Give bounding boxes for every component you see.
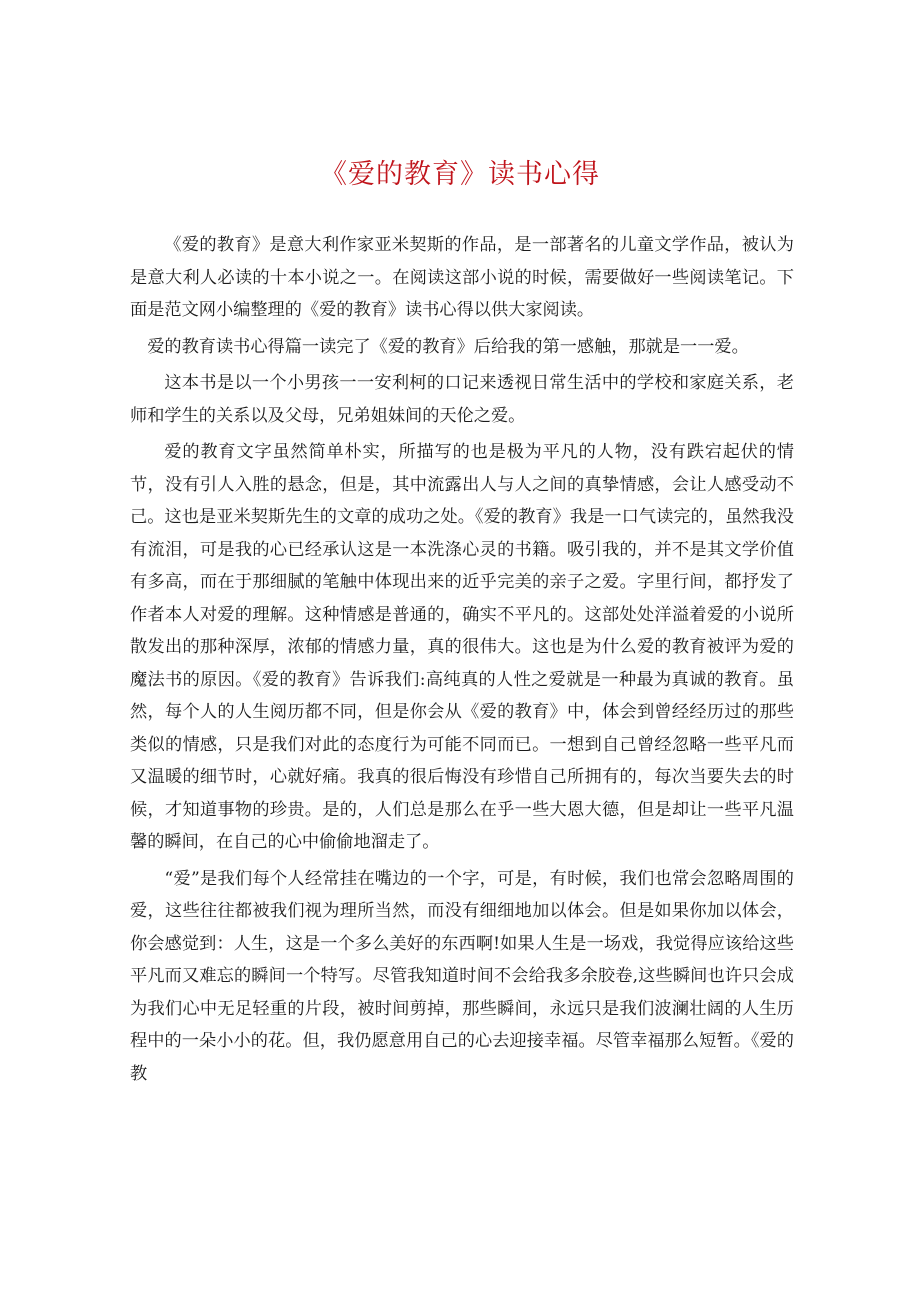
document-body	[130, 229, 794, 1090]
document-title: 《爱的教育》读书心得	[320, 159, 600, 190]
paragraph-love: “爱”是我们每个人经常挂在嘴边的一个字，可是，有时候，我们也常会忽略周围的爱，这些往往都被我们视为理所当然，而没有细细地加以体会。但是如果你加以体会，你会感觉到：人生，这是一个多么美好的东西啊!如果人生是一场戏，我觉得应该给这些平凡而又难忘的瞬间一个特写。尽管我知道时间不会给我多余胶卷,这些瞬间也许只会成为我们心中无足轻重的片段，被时间剪掉，那些瞬间，永远只是我们波澜壮阔的人生历程中的一朵小小的花。但，我仍愿意用自己的心去迎接幸福。尽管幸福那么短暂。《爱的教	[130, 868, 794, 1084]
paragraph-book-overview: 这本书是以一个小男孩一一安利柯的口记来透视日常生活中的学校和家庭关系，老师和学生的关系以及父母，兄弟姐妹间的天伦之爱。	[130, 373, 794, 426]
paragraph-intro: 《爱的教育》是意大利作家亚米契斯的作品，是一部著名的儿童文学作品，被认为是意大利人必读的十本小说之一。在阅读这部小说的时候，需要做好一些阅读笔记。下面是范文网小编整理的《爱的教育》读书心得以供大家阅读。	[130, 235, 794, 320]
paragraph-section-heading: 爱的教育读书心得篇一读完了《爱的教育》后给我的第一感触，那就是一一爱。	[147, 336, 749, 357]
paragraph-reflection: 爱的教育文字虽然简单朴实，所描写的也是极为平凡的人物，没有跌宕起伏的情节，没有引人入胜的悬念，但是，其中流露出人与人之间的真挚情感，会让人感受动不己。这也是亚米契斯先生的文章的成功之处。《爱的教育》我是一口气读完的，虽然我没有流泪，可是我的心已经承认这是一本洗涤心灵的书籍。吸引我的，并不是其文学价值有多高，而在于那细腻的笔触中体现出来的近乎完美的亲子之爱。字里行间，都抒发了作者本人对爱的理解。这种情感是普通的，确实不平凡的。这部处处洋溢着爱的小说所散发出的那种深厚，浓郁的情感力量，真的很伟大。这也是为什么爱的教育被评为爱的魔法书的原因。《爱的教育》告诉我们:高纯真的人性之爱就是一种最为真诚的教育。虽然，每个人的人生阅历都不同，但是你会从《爱的教育》中，体会到曾经经历过的那些类似的情感，只是我们对此的态度行为可能不同而已。一想到自己曾经忽略一些平凡而又温暖的细节时，心就好痛。我真的很后悔没有珍惜自己所拥有的，每次当要失去的时候，才知道事物的珍贵。是的，人们总是那么在乎一些大恩大德，但是却让一些平凡温馨的瞬间，在自己的心中偷偷地溜走了。	[130, 442, 794, 852]
